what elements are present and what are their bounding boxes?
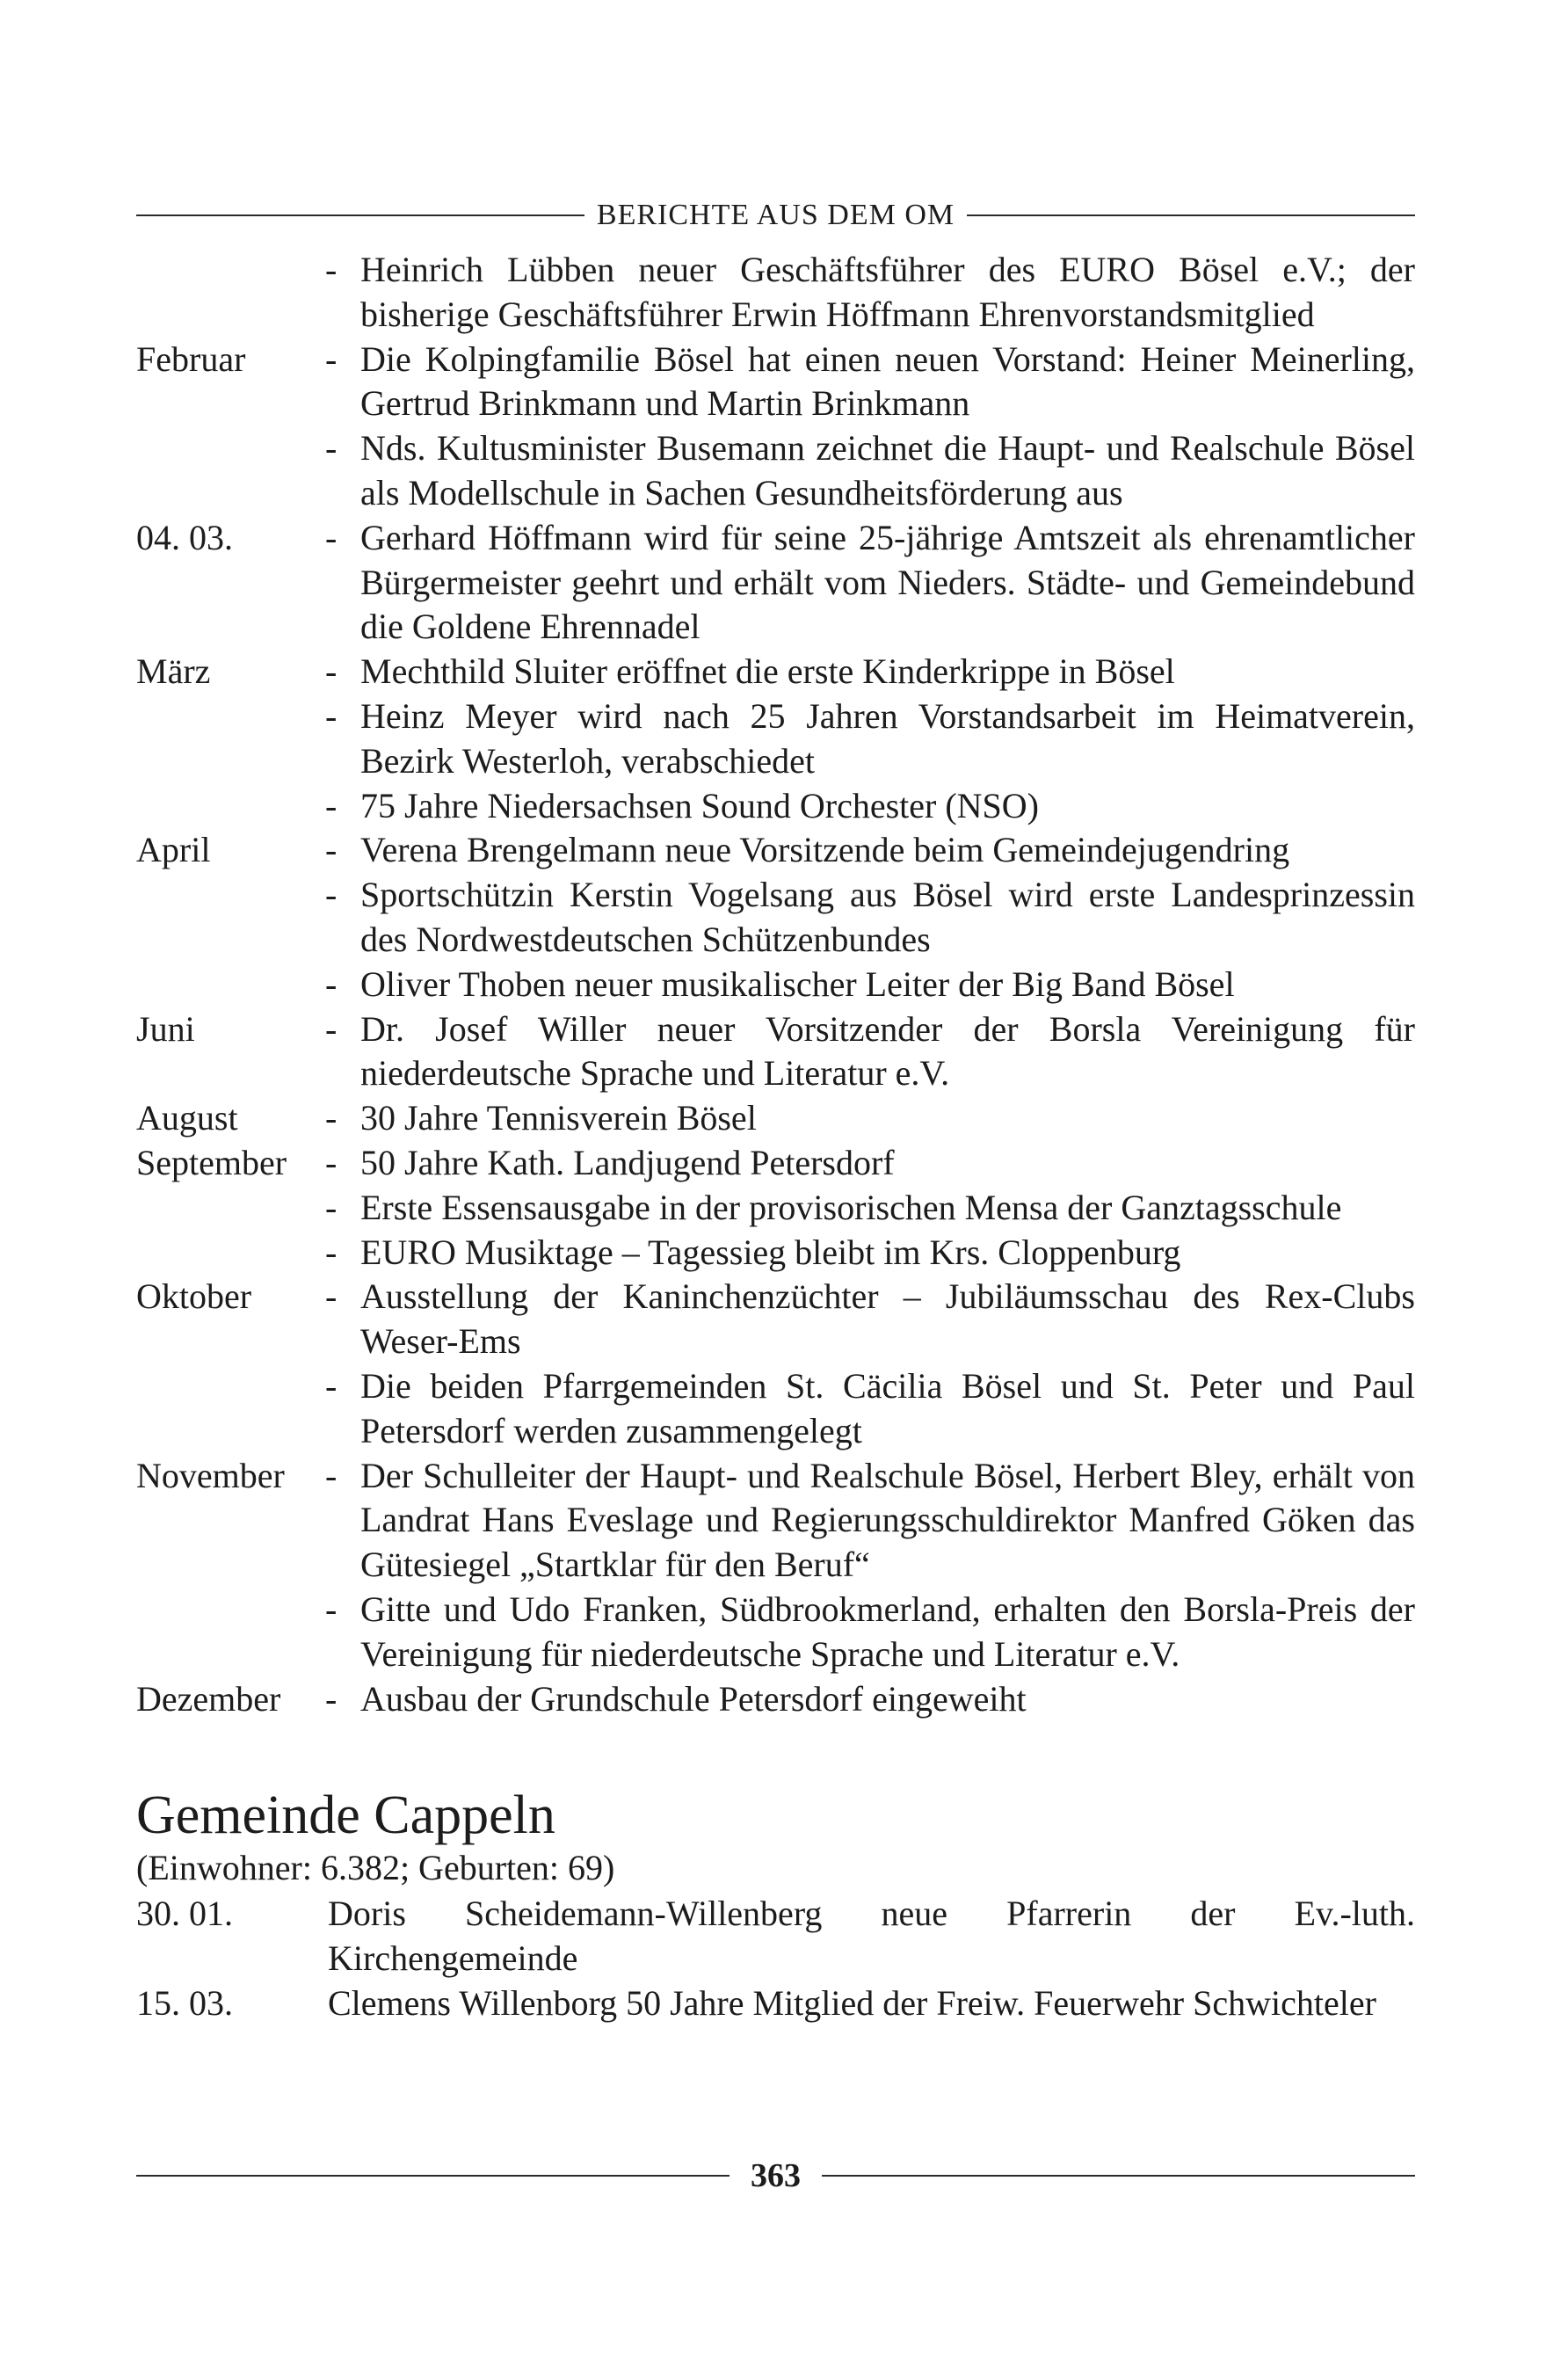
entry-date: Dezember [136, 1678, 281, 1719]
entry-text: Gitte und Udo Franken, Südbrookmerland, erhalten den Borsla-Preis der Vereinigung für niederdeutsche Sprache und Literatur e.V. [360, 1588, 1415, 1674]
entry-dash: - [325, 1142, 338, 1182]
entry-date [136, 784, 325, 829]
chronicle-entry [136, 1007, 1415, 1097]
entry-date [136, 1364, 325, 1454]
entry-text: Clemens Willenborg 50 Jahre Mitglied der Freiw. Feuerwehr Schwichteler [328, 1982, 1376, 2023]
entry-date: November [136, 1455, 285, 1495]
entry-dash: - [325, 785, 338, 825]
entry-text: Doris Scheidemann-Willenberg neue Pfarrerin der Ev.-luth. Kirchengemeinde [328, 1894, 1415, 1979]
entry-dash: - [325, 1098, 338, 1138]
entry-dash: - [325, 1232, 338, 1272]
chronicle-entry [136, 963, 1415, 1007]
chronicle-entry [136, 694, 1415, 784]
section-title: Gemeinde Cappeln [136, 1785, 555, 1846]
chronicle-entry [136, 1186, 1415, 1231]
entry-dash: - [325, 338, 338, 379]
entry-dash: - [325, 1588, 338, 1629]
entry-text: Oliver Thoben neuer musikalischer Leiter der Big Band Bösel [360, 963, 1235, 1004]
section-entry [136, 1981, 1415, 2026]
chronicle-entry [136, 1677, 1415, 1722]
entry-date [136, 1186, 325, 1231]
page-footer [136, 2154, 1415, 2198]
entry-date: Februar [136, 338, 246, 379]
entry-date [136, 1231, 325, 1276]
entry-text: Erste Essensausgabe in der provisorischen Mensa der Ganztagsschule [360, 1187, 1342, 1227]
entry-text: Sportschützin Kerstin Vogelsang aus Bösel wird erste Landesprinzessin des Nordwestdeutschen Schützenbundes [360, 875, 1415, 959]
section-subtitle: (Einwohner: 6.382; Geburten: 69) [136, 1848, 615, 1888]
chronicle-entry [136, 1588, 1415, 1677]
entry-text: Gerhard Höffmann wird für seine 25-jährige Amtszeit als ehrenamtlicher Bürgermeister geehrt und erhält vom Nieders. Städte- und Gemeindebund die Goldene Ehrennadel [360, 517, 1415, 647]
chronicle-entry [136, 426, 1415, 516]
chronicle-entry [136, 650, 1415, 694]
running-header [136, 185, 1415, 246]
section-chronicle-list [136, 1892, 1415, 2025]
entry-text: Ausbau der Grundschule Petersdorf eingeweiht [360, 1678, 1027, 1719]
entry-date [136, 426, 325, 516]
header-rule-left [136, 214, 584, 216]
chronicle-entry [136, 1275, 1415, 1364]
entry-dash: - [325, 1276, 338, 1317]
chronicle-entry [136, 1141, 1415, 1186]
entry-dash: - [325, 1455, 338, 1495]
entry-dash: - [325, 1365, 338, 1406]
section-entry [136, 1892, 1415, 1981]
entry-text: 50 Jahre Kath. Landjugend Petersdorf [360, 1142, 895, 1182]
page-content [136, 185, 1415, 2026]
entry-text: 75 Jahre Niedersachsen Sound Orchester (NSO) [360, 785, 1039, 825]
entry-date [136, 873, 325, 963]
entry-dash: - [325, 250, 338, 289]
entry-text: Die Kolpingfamilie Bösel hat einen neuen Vorstand: Heiner Meinerling, Gertrud Brinkmann und Martin Brinkmann [360, 338, 1415, 424]
entry-dash: - [325, 830, 338, 870]
entry-text: Heinrich Lübben neuer Geschäftsführer des EURO Bösel e.V.; der bisherige Geschäftsführer Erwin Höffmann Ehrenvorstandsmitglied [360, 250, 1415, 334]
entry-date: April [136, 830, 211, 870]
header-rule-right [967, 214, 1415, 216]
entry-text: Ausstellung der Kaninchenzüchter – Jubiläumsschau des Rex-Clubs Weser-Ems [360, 1276, 1415, 1362]
running-title: BERICHTE AUS DEM OM [596, 199, 955, 231]
entry-date: August [136, 1098, 238, 1138]
entry-dash: - [325, 1187, 338, 1227]
entry-dash: - [325, 1008, 338, 1049]
entry-dash: - [325, 875, 338, 915]
entry-dash: - [325, 963, 338, 1004]
chronicle-entry [136, 338, 1415, 427]
entry-date: 30. 01. [136, 1894, 233, 1934]
chronicle-entry [136, 828, 1415, 873]
entry-text: Heinz Meyer wird nach 25 Jahren Vorstandsarbeit im Heimatverein, Bezirk Westerloh, verabschiedet [360, 695, 1415, 781]
entry-text: Verena Brengelmann neue Vorsitzende beim Gemeindejugendring [360, 830, 1290, 870]
entry-date: September [136, 1142, 287, 1182]
chronicle-entry [136, 873, 1415, 963]
entry-text: Dr. Josef Willer neuer Vorsitzender der Borsla Vereinigung für niederdeutsche Sprache und Literatur e.V. [360, 1008, 1415, 1094]
entry-date: 15. 03. [136, 1982, 233, 2023]
chronicle-list [136, 248, 1415, 1721]
chronicle-entry [136, 1364, 1415, 1454]
entry-date: Juni [136, 1008, 195, 1049]
entry-text: 30 Jahre Tennisverein Bösel [360, 1098, 757, 1138]
entry-dash: - [325, 695, 338, 736]
chronicle-entry [136, 1096, 1415, 1141]
chronicle-entry [136, 1231, 1415, 1276]
page-number: 363 [751, 2157, 801, 2194]
entry-date: 04. 03. [136, 517, 233, 557]
entry-text: Die beiden Pfarrgemeinden St. Cäcilia Bösel und St. Peter und Paul Petersdorf werden zusammengelegt [360, 1365, 1415, 1450]
entry-date [136, 694, 325, 784]
chronicle-entry [136, 1454, 1415, 1588]
entry-text: Nds. Kultusminister Busemann zeichnet die Haupt- und Realschule Bösel als Modellschule in Sachen Gesundheitsförderung aus [360, 428, 1415, 513]
entry-dash: - [325, 428, 338, 469]
entry-text: Mechthild Sluiter eröffnet die erste Kinderkrippe in Bösel [360, 651, 1175, 692]
entry-date: März [136, 651, 211, 692]
entry-date: Oktober [136, 1276, 252, 1317]
entry-date [136, 1588, 325, 1677]
entry-dash: - [325, 651, 338, 692]
entry-date [136, 963, 325, 1007]
entry-text: Der Schulleiter der Haupt- und Realschule Bösel, Herbert Bley, erhält von Landrat Hans Eveslage und Regierungsschuldirektor Manfred Göken das Gütesiegel „Startklar für den Beruf“ [360, 1455, 1415, 1585]
entry-date [136, 248, 325, 338]
footer-rule-right [822, 2175, 1415, 2177]
entry-dash: - [325, 517, 338, 557]
footer-rule-left [136, 2175, 730, 2177]
entry-dash: - [325, 1678, 338, 1719]
chronicle-entry [136, 516, 1415, 650]
entry-text: EURO Musiktage – Tagessieg bleibt im Krs. Cloppenburg [360, 1232, 1181, 1272]
chronicle-entry [136, 784, 1415, 829]
chronicle-entry [136, 248, 1415, 338]
